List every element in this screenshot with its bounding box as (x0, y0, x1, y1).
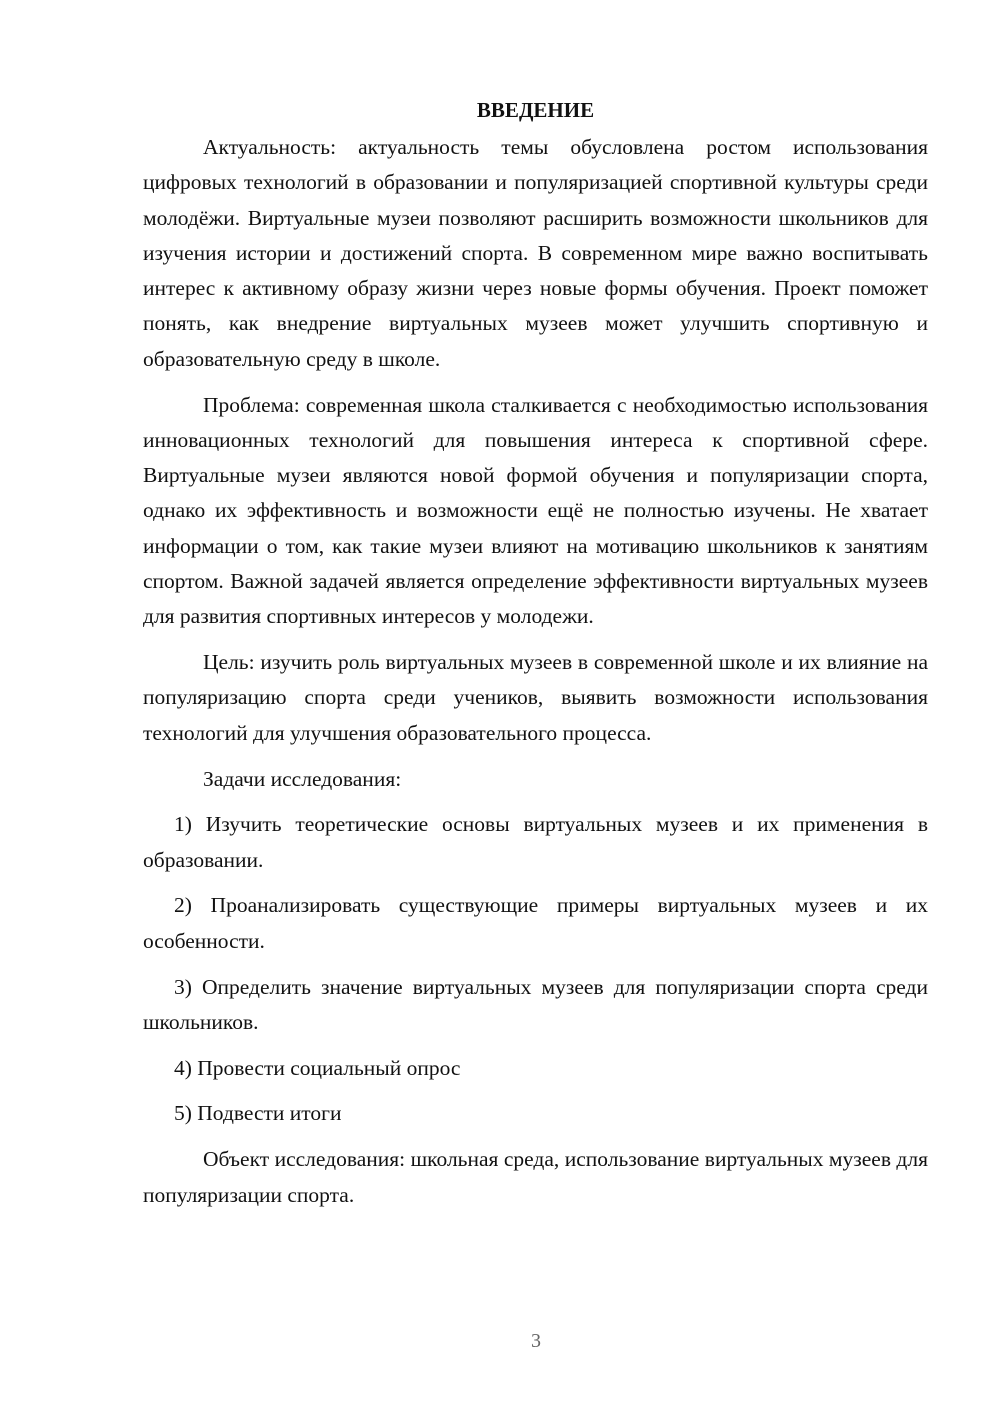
section-title: ВВЕДЕНИЕ (476, 98, 595, 122)
tasks-heading: Задачи исследования: (203, 766, 402, 791)
paragraph-goal: Цель: изучить роль виртуальных музеев в современной школе и их влияние на популяризацию спорта среди учеников, выявить возможности использования технологий для улучшения образовательного процесса. (143, 650, 928, 745)
task-item-5: 5) Подвести итоги (174, 1101, 342, 1126)
paragraph-object: Объект исследования: школьная среда, использование виртуальных музеев для популяризации спорта. (143, 1147, 928, 1207)
task-item-4: 4) Провести социальный опрос (174, 1055, 461, 1080)
paragraph-relevance: Актуальность: актуальность темы обусловлена ростом использования цифровых технологий в образовании и популяризацией спортивной культуры среди молодёжи. Виртуальные музеи позволяют расширить возможности школьников для изучения истории и достижений спорта. В современном мире важно воспитывать интерес к активному образу жизни через новые формы обучения. Проект поможет понять, как внедрение виртуальных музеев может улучшить спортивную и образовательную среду в школе. (143, 135, 928, 371)
task-item-3: 3) Определить значение виртуальных музеев для популяризации спорта среди школьников. (143, 974, 928, 1034)
paragraph-problem: Проблема: современная школа сталкивается с необходимостью использования инновационных технологий для повышения интереса к спортивной сфере. Виртуальные музеи являются новой формой обучения и популяризации спорта, однако их эффективность и возможности ещё не полностью изучены. Не хватает информации о том, как такие музеи влияют на мотивацию школьников к занятиям спортом. Важной задачей является определение эффективности виртуальных музеев для развития спортивных интересов у молодежи. (143, 392, 928, 629)
page-number: 3 (531, 1330, 541, 1352)
task-item-2: 2) Проанализировать существующие примеры виртуальных музеев и их особенности. (143, 893, 928, 953)
page-content (143, 92, 928, 1213)
task-item-1: 1) Изучить теоретические основы виртуальных музеев и их применения в образовании. (143, 812, 928, 872)
tasks-list (143, 807, 928, 1131)
